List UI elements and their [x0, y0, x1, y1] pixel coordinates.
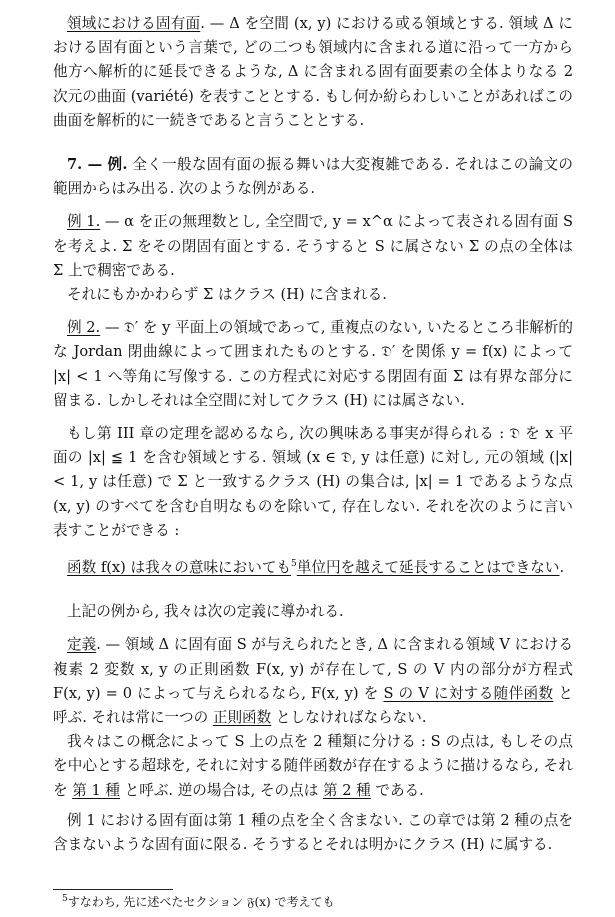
definition-text-3: としなければならない. [271, 708, 427, 726]
example-2-text: — 𝔇′ を y 平面上の領域であって, 重複点のない, いたるところ非解析的な Jordan 閉曲線によって囲まれたものとする. 𝔇′ を関係 y = f(x) によって |x| < 1 へ等角に写像する. この方程式に対応する閉固有面 Σ は有界な部分に留まる. しかしそれは全空間に対してクラス (H) には属さない. [53, 319, 573, 409]
example-1-text: — α を正の無理数とし, 全空間で, y = x^α によって表される固有面 S を考えよ. Σ をその閉固有面とする. そうすると S に属さない Σ の点の全体は Σ 上で稠密である. [53, 213, 573, 279]
term-regular-function: 正則函数 [212, 708, 272, 726]
footnote-rule [53, 889, 173, 890]
definition-text-2: と呼ぶ. それは常に一つの [53, 684, 573, 726]
example-1-label: 例 1. [67, 213, 101, 231]
point-kinds-text-1: 我々はこの概念によって S 上の点を 2 種類に分ける : S の点は, もしその点を中心とする超球を, それに対する随伴函数が存在するように描けるなら, それを [53, 733, 573, 799]
definition-lead-paragraph: 上記の例から, 我々は次の定義に導かれる. [67, 603, 344, 621]
example-2-label: 例 2. [67, 319, 101, 337]
point-kinds-text-2: と呼ぶ. 逆の場合は, その点は [120, 781, 323, 799]
section-7-text: 全く一般な固有面の振る舞いは大変複雑である. それはこの論文の範囲からはみ出る. 次のような例がある. [53, 156, 574, 198]
theorem-consequence-paragraph: もし第 III 章の定理を認めるなら, 次の興味ある事実が得られる : 𝔇 を x 平面の |x| ≦ 1 を含む領域とする. 領域 (x ∈ 𝔇, y は任意) に対し, 元の領域 (|x| < 1, y は任意) で Σ と一致するクラス (H) の集合は, |x| = 1 であるような点 (x, y) のすべてを含む自明なものを除いて, 存在しない. それを次のように言い表すことができる : [53, 425, 573, 539]
term-second-kind: 第 2 種 [322, 781, 371, 799]
final-paragraph: 例 1 における固有面は第 1 種の点を全く含まない. この章では第 2 種の点を含まないような固有面に限る. そうするとそれは明かにクラス (H) に属する. [53, 811, 573, 853]
paragraph-text: . — Δ を空間 (x, y) における或る領域とする. 領域 Δ における固有面という言葉で, どの二つも領域内に含まれる道に沿って一方から他方へ解析的に延長できるような, Δ に含まれる固有面要素の全体よりなる 2 次元の曲面 (variété) を表すこととする. もし何か紛らわしいことがあればこの曲面を解析的に一続きであると言うこととする. [53, 15, 573, 129]
footnote-text: すなわち, 先に述べたセクション 𝔉(x) で考えても [67, 895, 335, 909]
example-2-paragraph [53, 316, 573, 413]
example-1-remark: それにもかかわらず Σ はクラス (H) に含まれる. [67, 286, 387, 304]
footnote-reference: 5 [291, 559, 297, 570]
section-7-heading: 7. — 例. [67, 156, 128, 174]
claim-paragraph [53, 552, 573, 580]
point-kinds-text-3: である. [370, 781, 424, 799]
example-1-paragraph [53, 210, 573, 283]
footnote-mark: 5 [62, 894, 68, 904]
paragraph-proper-surface-in-domain [53, 12, 573, 133]
definition-paragraph [53, 633, 573, 730]
point-kinds-paragraph [53, 730, 573, 803]
term-proper-surface-in-domain: 領域における固有面 [67, 15, 201, 32]
claim-part-b: 単位円を越えて延長することはできない [296, 558, 560, 576]
section-7-paragraph [53, 153, 573, 201]
page-body [53, 12, 573, 857]
definition-text-1: . — 領域 Δ に固有面 S が与えられたとき, Δ に含まれる領域 V における複素 2 変数 x, y の正則函数 F(x, y) が存在して, S の V 内の部分が方程式 F(x, y) = 0 によって与えられるなら, F(x, y) を [53, 636, 573, 702]
footnote [62, 891, 334, 910]
term-associated-function: S の V に対する随伴函数 [383, 684, 554, 702]
claim-part-a: 函数 f(x) は我々の意味においても [67, 558, 292, 576]
term-first-kind: 第 1 種 [72, 781, 120, 799]
definition-label: 定義 [67, 636, 97, 654]
claim-period: . [559, 558, 565, 576]
